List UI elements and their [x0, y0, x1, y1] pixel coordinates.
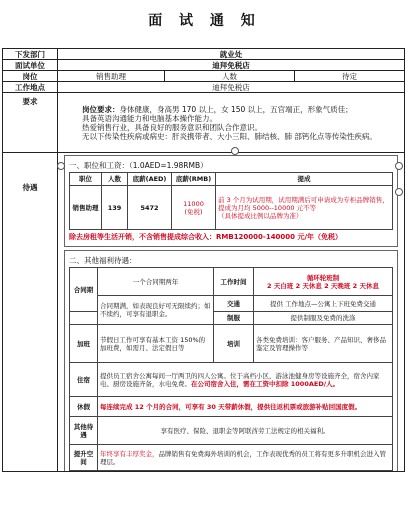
- row-location: [3, 82, 405, 93]
- salary-row: [70, 186, 393, 230]
- welfare-table: [69, 267, 393, 471]
- uniform-label: 制服: [214, 312, 254, 325]
- welfare-row-leave: [70, 397, 393, 417]
- welfare-row-traffic: [70, 296, 393, 312]
- overtime-label: 加班: [70, 325, 98, 363]
- housing-text-main: 提供员工宿舍公寓每间一厅两卫的四人公寓。位于高档小区，游泳池健身房等设施齐全，宿舍内家电、厨房设施齐备，水电免费。: [100, 371, 380, 388]
- row-requirements: [3, 93, 405, 153]
- training-text: 各类免费培训：客户服务、产品知识、奢侈品鉴定及管理操作等: [254, 325, 393, 363]
- row-unit: [3, 60, 405, 71]
- annual-income: 除去房租等生活开销，不含销售提成综合收入：RMB120000-140000 元/年（免税）: [69, 233, 343, 241]
- dept-label: 下发部门: [3, 49, 58, 60]
- requirements-heading: 岗位要求：: [82, 104, 120, 114]
- housing-text-deduction: 在公司宿舍入住，需在工资中扣除 1000AED/人。: [191, 379, 340, 388]
- salary-count: 139: [102, 186, 128, 230]
- commission-text: 前 3 个月为试用期，试用期满后可申请成为专柜品牌销售，提成为月均 5000--10000 元不等: [218, 195, 389, 212]
- page-title: 面 试 通 知: [148, 13, 261, 29]
- salary-aed: 5472: [128, 186, 172, 230]
- requirements-label: 要求: [3, 93, 58, 153]
- row-benefits: [3, 153, 405, 472]
- commission-note: （具体提成比例以品牌为准）: [218, 211, 303, 220]
- traffic-label: 交通: [214, 296, 254, 312]
- benefits-label: 待遇: [3, 153, 58, 472]
- salary-header-row: [70, 173, 393, 186]
- dept-value: 就业处: [58, 49, 405, 60]
- welfare-box: [64, 250, 398, 471]
- salary-position: 销售助理: [70, 186, 102, 230]
- requirements-text: [58, 93, 405, 153]
- selection-handle-top-right[interactable]: [395, 162, 403, 170]
- unit-label: 面试单位: [3, 60, 58, 71]
- contract-title: 一个合同期两年: [98, 268, 214, 296]
- count-label: 人数: [165, 71, 295, 82]
- requirements-line2: 具备英语沟通能力和电脑基本操作能力。: [82, 113, 217, 123]
- salary-header-aed: 底薪(AED): [128, 173, 172, 186]
- salary-rmb-value: 11000: [183, 199, 204, 208]
- salary-rmb: [172, 186, 216, 230]
- row-dept: [3, 49, 405, 60]
- overtime-text: 节假日工作可享有基本工资 150%的加班费，如需月、法定假日等: [98, 325, 214, 363]
- location-value: 迪拜免税店: [58, 82, 405, 93]
- promotion-label: 提升空间: [70, 445, 98, 471]
- location-label: 工作地点: [3, 82, 58, 93]
- promotion-text: [98, 445, 393, 471]
- leave-label: 休假: [70, 397, 98, 417]
- salary-header-commission: 提成: [216, 173, 393, 186]
- salary-box: [64, 155, 398, 247]
- salary-rmb-note: (免税): [184, 207, 203, 216]
- section2-heading: 二、其他福利待遇：: [69, 256, 137, 265]
- uniform-text: 提供制服及免费的洗涤: [254, 312, 393, 325]
- housing-text: [98, 363, 393, 397]
- selection-handle-right[interactable]: [395, 188, 403, 196]
- other-label: 其他待遇: [70, 417, 98, 445]
- requirements-line1: 身体健康，身高男 170 以上，女 150 以上，五官端正，形象气质佳；: [119, 104, 353, 114]
- selection-handle-top-center[interactable]: [231, 147, 239, 155]
- section1-heading: 一、职位和工资：（1.0AED=1.98RMB）: [69, 161, 208, 170]
- welfare-row-promotion: [70, 445, 393, 471]
- benefits-content: [58, 153, 405, 472]
- row-post: [3, 71, 405, 82]
- selection-handle-top-left[interactable]: [57, 162, 65, 170]
- worktime-text: 2 天白班 2 天休息 2 天晚班 2 天休息: [267, 281, 379, 290]
- welfare-row-overtime: [70, 325, 393, 363]
- worktime-title: 循环轮班制: [306, 273, 340, 282]
- contract-text: 合同期满，如表现良好可无限续约；如不续约，可享有退职金。: [98, 296, 214, 325]
- salary-header-count: 人数: [102, 173, 128, 186]
- post-label: 岗位: [3, 71, 58, 82]
- promotion-highlight: 年终享有丰厚奖金，: [100, 449, 159, 458]
- salary-table: [69, 172, 393, 230]
- salary-header-position: 职位: [70, 173, 102, 186]
- welfare-row-other: [70, 417, 393, 445]
- welfare-row-contract: [70, 268, 393, 296]
- requirements-line4: 无以下传染性疾病或病史：肝炎携带者、大小三阳、肺结核、肺 部钙化点等传染性疾病。: [82, 131, 377, 141]
- other-text: 享有医疗、保险、退职金等阿联酋劳工法规定的相关福利。: [98, 417, 393, 445]
- count-value: 待定: [295, 71, 405, 82]
- unit-value: 迪拜免税店: [58, 60, 405, 71]
- promotion-body: 品牌销售有免费海外培训的机会，工作表现优秀的员工将有更多升职机会进入管理层。: [100, 449, 386, 466]
- housing-label: 住宿: [70, 363, 98, 397]
- post-value: 销售助理: [58, 71, 165, 82]
- salary-header-rmb: 底薪(RMB): [172, 173, 216, 186]
- salary-commission: [216, 186, 393, 230]
- training-label: 培训: [214, 325, 254, 363]
- traffic-text: 提供 工作地点—公寓上下班免费交通: [254, 296, 393, 312]
- welfare-row-housing: [70, 363, 393, 397]
- worktime-value: [254, 268, 393, 296]
- leave-text: 每连续完成 12 个月的合同，可享有 30 天带薪休假，提供往返机票或旅游补贴回国度假。: [98, 397, 393, 417]
- contract-label: 合同期: [70, 268, 98, 312]
- worktime-label: 工作时间: [214, 268, 254, 296]
- requirements-line3: 热爱销售行业，具备良好的服务意识和团队合作意识。: [82, 122, 262, 132]
- interview-notice-table: [2, 48, 405, 472]
